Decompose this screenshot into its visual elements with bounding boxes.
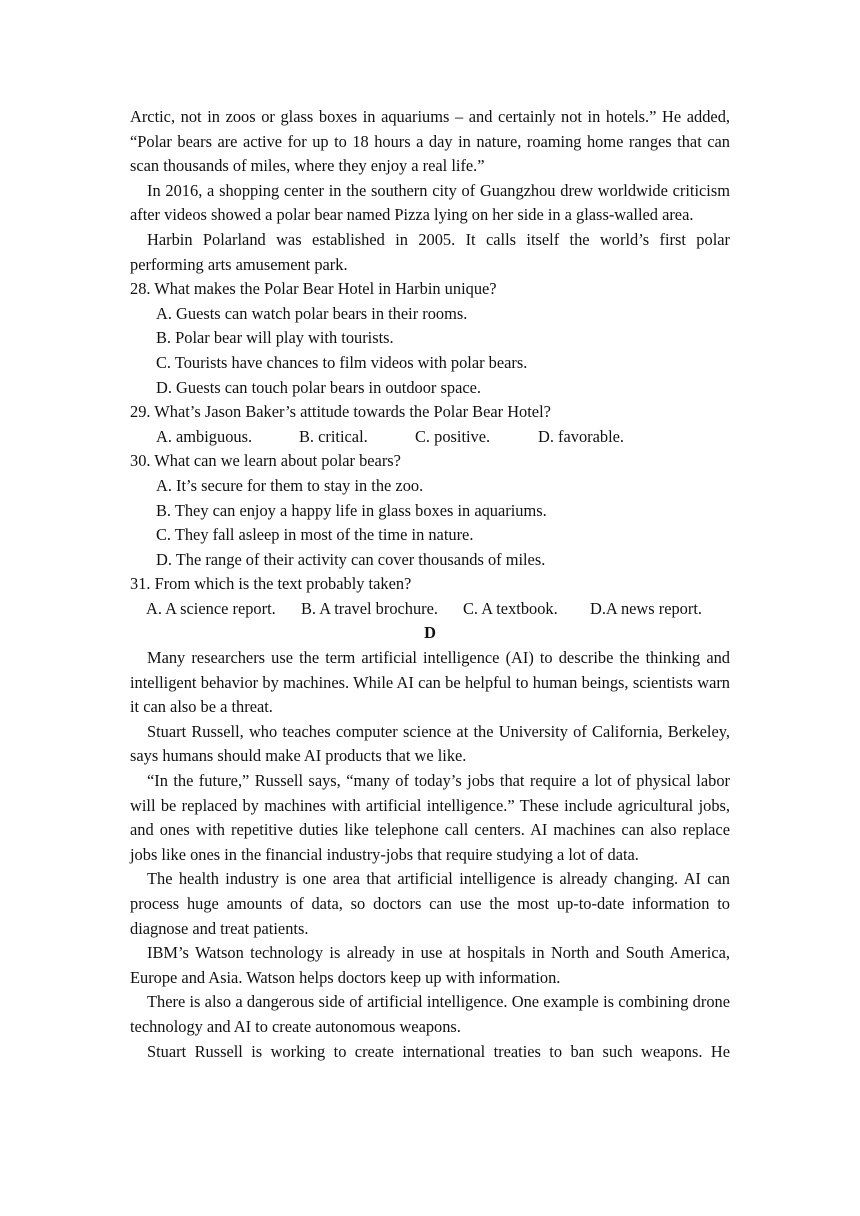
answer-option: B. A travel brochure.: [301, 598, 439, 618]
passage-d-paragraph: The health industry is one area that artificial intelligence is already changing. AI can process huge amounts of data, so doctors can use the most up-to-date information to diagnose and treat patients.: [130, 869, 730, 938]
passage-c-paragraph: In 2016, a shopping center in the southern city of Guangzhou drew worldwide criticism after videos showed a polar bear named Pizza lying on her side in a glass-walled area.: [130, 180, 730, 225]
answer-option: D. favorable.: [538, 426, 625, 446]
question-stem: 29. What’s Jason Baker’s attitude towards the Polar Bear Hotel?: [130, 402, 551, 422]
passage-d-paragraph: “In the future,” Russell says, “many of today’s jobs that require a lot of physical labor will be replaced by machines with artificial intelligence.” These include agricultural jobs, and ones with repetitive duties like telephone call centers. AI machines can also replace jobs like ones in the financial industry-jobs that require studying a lot of data.: [130, 771, 730, 864]
answer-option: D. Guests can touch polar bears in outdoor space.: [156, 377, 481, 397]
answer-option: A. A science report.: [146, 598, 276, 618]
exam-page: [130, 105, 730, 1064]
answer-option: A. It’s secure for them to stay in the zoo.: [156, 475, 424, 495]
answer-options-row: [146, 597, 730, 622]
answer-option: D. The range of their activity can cover thousands of miles.: [156, 549, 546, 569]
passage-d-paragraph: There is also a dangerous side of artificial intelligence. One example is combining drone technology and AI to create autonomous weapons.: [130, 992, 730, 1036]
passage-d-paragraph: Stuart Russell is working to create international treaties to ban such weapons. He: [147, 1041, 730, 1061]
answer-option: C. They fall asleep in most of the time in nature.: [156, 525, 474, 545]
passage-d-paragraph: Stuart Russell, who teaches computer science at the University of California, Berkeley, says humans should make AI products that we like.: [130, 721, 730, 766]
answer-options-row: [156, 425, 730, 450]
answer-option: B. Polar bear will play with tourists.: [156, 328, 394, 348]
question-stem: 28. What makes the Polar Bear Hotel in Harbin unique?: [130, 279, 497, 299]
question-31: [130, 572, 730, 621]
question-30: [130, 449, 730, 572]
passage-d-paragraph: Many researchers use the term artificial intelligence (AI) to describe the thinking and intelligent behavior by machines. While AI can be helpful to human beings, scientists warn it can also be a threat.: [130, 648, 730, 717]
passage-d-paragraph: IBM’s Watson technology is already in use at hospitals in North and South America, Europe and Asia. Watson helps doctors keep up with information.: [130, 943, 730, 987]
answer-option: D.A news report.: [590, 598, 702, 618]
passage-d-heading: D: [424, 623, 436, 643]
question-28: [130, 277, 730, 400]
answer-option: C. Tourists have chances to film videos with polar bears.: [156, 352, 528, 372]
answer-option: C. A textbook.: [463, 598, 558, 618]
answer-option: A. Guests can watch polar bears in their rooms.: [156, 303, 468, 323]
answer-option: C. positive.: [415, 426, 491, 446]
question-stem: 30. What can we learn about polar bears?: [130, 451, 401, 471]
passage-c-paragraph: Arctic, not in zoos or glass boxes in aquariums – and certainly not in hotels.” He added, “Polar bears are active for up to 18 hours a day in nature, roaming home ranges that can scan thousands of miles, where they enjoy a real life.”: [130, 107, 730, 176]
passage-c-paragraph: Harbin Polarland was established in 2005. It calls itself the world’s first polar performing arts amusement park.: [130, 229, 730, 274]
question-29: [130, 400, 730, 449]
answer-option: B. They can enjoy a happy life in glass boxes in aquariums.: [156, 500, 547, 520]
question-stem: 31. From which is the text probably taken?: [130, 574, 412, 594]
answer-option: B. critical.: [299, 426, 368, 446]
answer-option: A. ambiguous.: [156, 426, 253, 446]
